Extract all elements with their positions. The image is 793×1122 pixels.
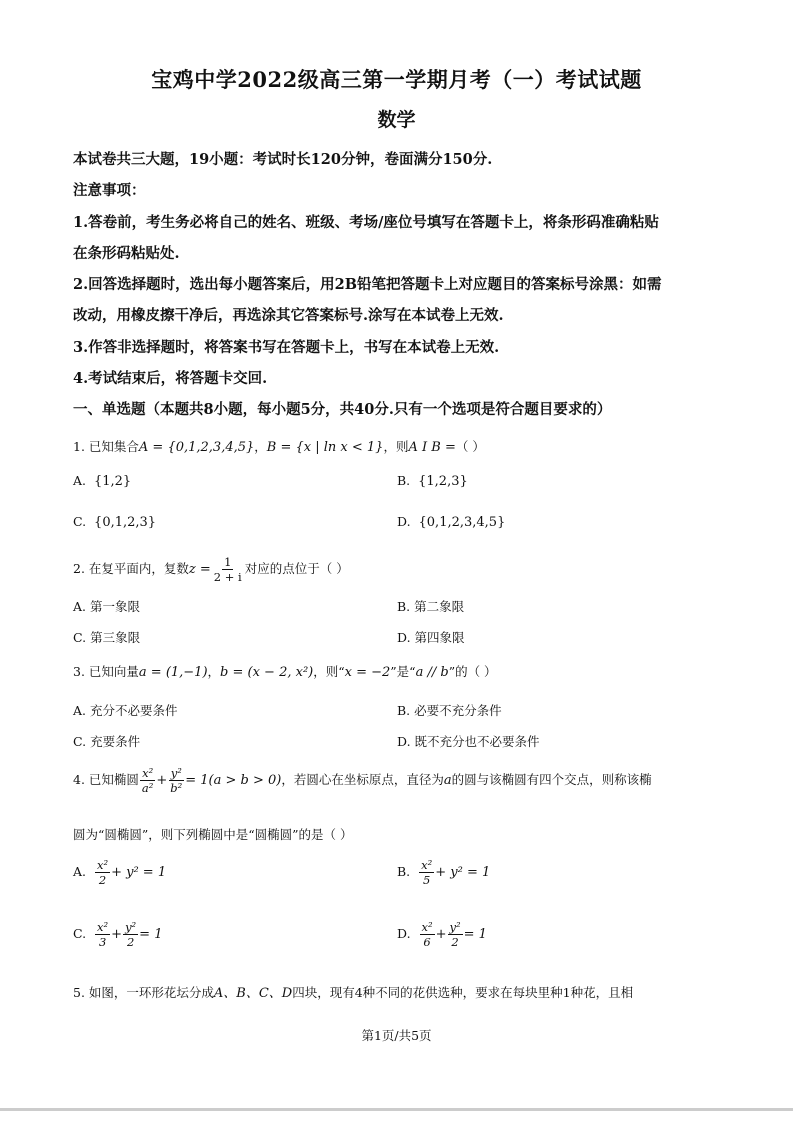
q4-option-d: D. $\frac{\text{x²}}{6}$ + $\frac{\text{y²}}{2}$ = 1 (397, 920, 487, 949)
q4-option-a: A. $\frac{\text{x²}}{2}$ + y² = 1 (73, 858, 167, 887)
subject-title: 数学 (377, 109, 416, 131)
q1-option-d: D. {0,1,2,3,4,5} (397, 514, 506, 530)
question-1: 1. 已知集合A = {0,1,2,3,4,5}，B = {x | ln x < 1}，则A I B =（ ） (73, 439, 485, 455)
q3-option-a: A. 充分不必要条件 (73, 703, 178, 718)
question-5: 5. 如图，一环形花坛分成A、B、C、D四块，现有4种不同的花供选种，要求在每块里种1种花，且相 (73, 985, 634, 1001)
question-2: 2. 在复平面内，复数z = $\frac{1}{2 + i}$ 对应的点位于（ ） (73, 555, 349, 584)
page-title: 宝鸡中学2022级高三第一学期月考（一）考试试题 (151, 67, 642, 92)
question-4-line-2: 圆为“圆椭圆”，则下列椭圆中是“圆椭圆”的是（ ） (73, 827, 353, 842)
intro-line: 本试卷共三大题，19小题：考试时长120分钟，卷面满分150分. (73, 151, 493, 168)
q2-option-a: A. 第一象限 (73, 599, 140, 614)
bottom-divider (0, 1108, 793, 1111)
set-a: A = {0,1,2,3,4,5} (138, 440, 255, 455)
q2-option-d: D. 第四象限 (397, 630, 465, 645)
q1-option-a: A. {1,2} (73, 473, 132, 489)
vector-b: b = (x − 2, x²) (220, 665, 314, 680)
note-1a: 1.答卷前，考生务必将自己的姓名、班级、考场/座位号填写在答题卡上，将条形码准确粘贴 (73, 214, 659, 231)
q4-option-c: C. $\frac{\text{x²}}{3}$ + $\frac{\text{y²}}{2}$ = 1 (73, 920, 163, 949)
notes-title: 注意事项： (73, 182, 146, 199)
note-2b: 改动，用橡皮擦干净后，再选涂其它答案标号.涂写在本试卷上无效. (73, 307, 504, 324)
question-3: 3. 已知向量a = (1,−1)，b = (x − 2, x²)，则“x = −2”是“a // b”的（ ） (73, 664, 497, 680)
section-1-heading: 一、单选题（本题共8小题，每小题5分，共40分.只有一个选项是符合题目要求的） (73, 401, 612, 418)
q1-option-c: C. {0,1,2,3} (73, 514, 157, 530)
q3-option-d: D. 既不充分也不必要条件 (397, 734, 540, 749)
note-4: 4.考试结束后，将答题卡交回. (73, 370, 268, 387)
q4-option-b: B. $\frac{\text{x²}}{5}$ + y² = 1 (397, 858, 491, 887)
q2-option-c: C. 第三象限 (73, 630, 141, 645)
question-4: 4. 已知椭圆 $\frac{\text{x²}}{\text{a²}}$ + $\frac{\text{y²}}{\text{b²}}$ = 1(a > b > 0)，若圆心在坐标原点，直径为a的圆与该椭圆有四个交点，则称该椭 (73, 766, 652, 795)
vector-a: a = (1,−1) (138, 665, 208, 680)
note-2a: 2.回答选择题时，选出每小题答案后，用2B铅笔把答题卡上对应题目的答案标号涂黑：如需 (73, 276, 662, 293)
q3-option-b: B. 必要不充分条件 (397, 703, 502, 718)
q2-fraction: $\frac{1}{2 + i}$ (213, 555, 242, 584)
set-b: B = {x | ln x < 1} (266, 440, 384, 455)
note-1b: 在条形码粘贴处. (73, 245, 180, 262)
q2-option-b: B. 第二象限 (397, 599, 465, 614)
q3-option-c: C. 充要条件 (73, 734, 141, 749)
note-3: 3.作答非选择题时，将答案书写在答题卡上，书写在本试卷上无效. (73, 339, 500, 356)
intersection-expr: A I B = (408, 440, 456, 455)
page-number: 第1页/共5页 (361, 1028, 432, 1043)
q1-option-b: B. {1,2,3} (397, 473, 468, 489)
